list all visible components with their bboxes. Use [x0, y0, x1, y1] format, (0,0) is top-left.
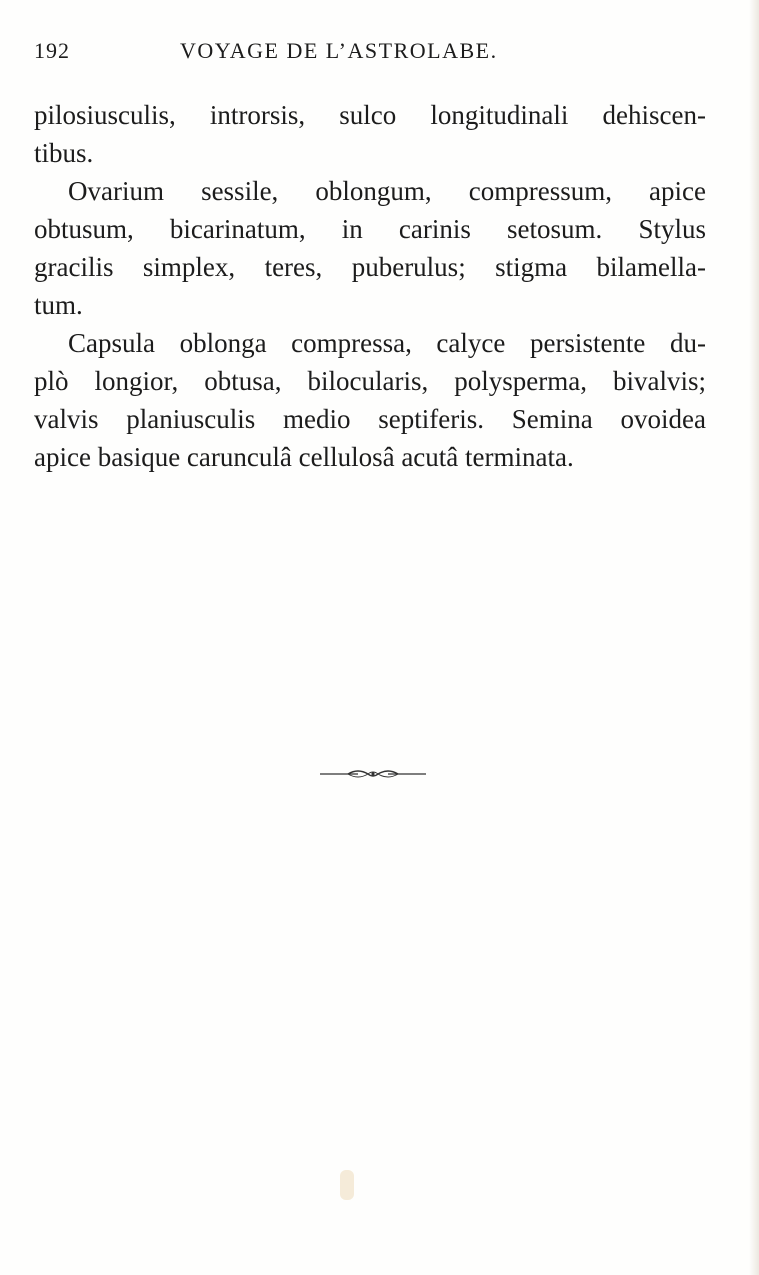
text-line: valvis planiusculis medio septiferis. Semina ovoidea [34, 404, 706, 434]
text-line: Capsula oblonga compressa, calyce persistente du- [68, 328, 706, 358]
page-edge-shadow [749, 0, 759, 1275]
text-line: apice basique carunculâ cellulosâ acutâ terminata. [34, 442, 574, 472]
page-number: 192 [34, 38, 70, 63]
text-line: tum. [34, 290, 83, 320]
text-line: pilosiusculis, introrsis, sulco longitudinali dehiscen- [34, 100, 706, 130]
text-line: tibus. [34, 138, 94, 168]
text-line: plò longior, obtusa, bilocularis, polysperma, bivalvis; [34, 366, 706, 396]
page-header [34, 38, 724, 68]
running-title: VOYAGE DE L’ASTROLABE. [180, 38, 498, 63]
paragraph-3 [34, 324, 706, 476]
body-text [34, 96, 706, 476]
paragraph-2 [34, 172, 706, 324]
paper-stain [340, 1170, 354, 1200]
tailpiece-flourish-icon [318, 764, 428, 784]
text-line: Ovarium sessile, oblongum, compressum, apice [68, 176, 706, 206]
text-line: gracilis simplex, teres, puberulus; stigma bilamella- [34, 252, 706, 282]
text-line: obtusum, bicarinatum, in carinis setosum. Stylus [34, 214, 706, 244]
paragraph-1 [34, 96, 706, 172]
